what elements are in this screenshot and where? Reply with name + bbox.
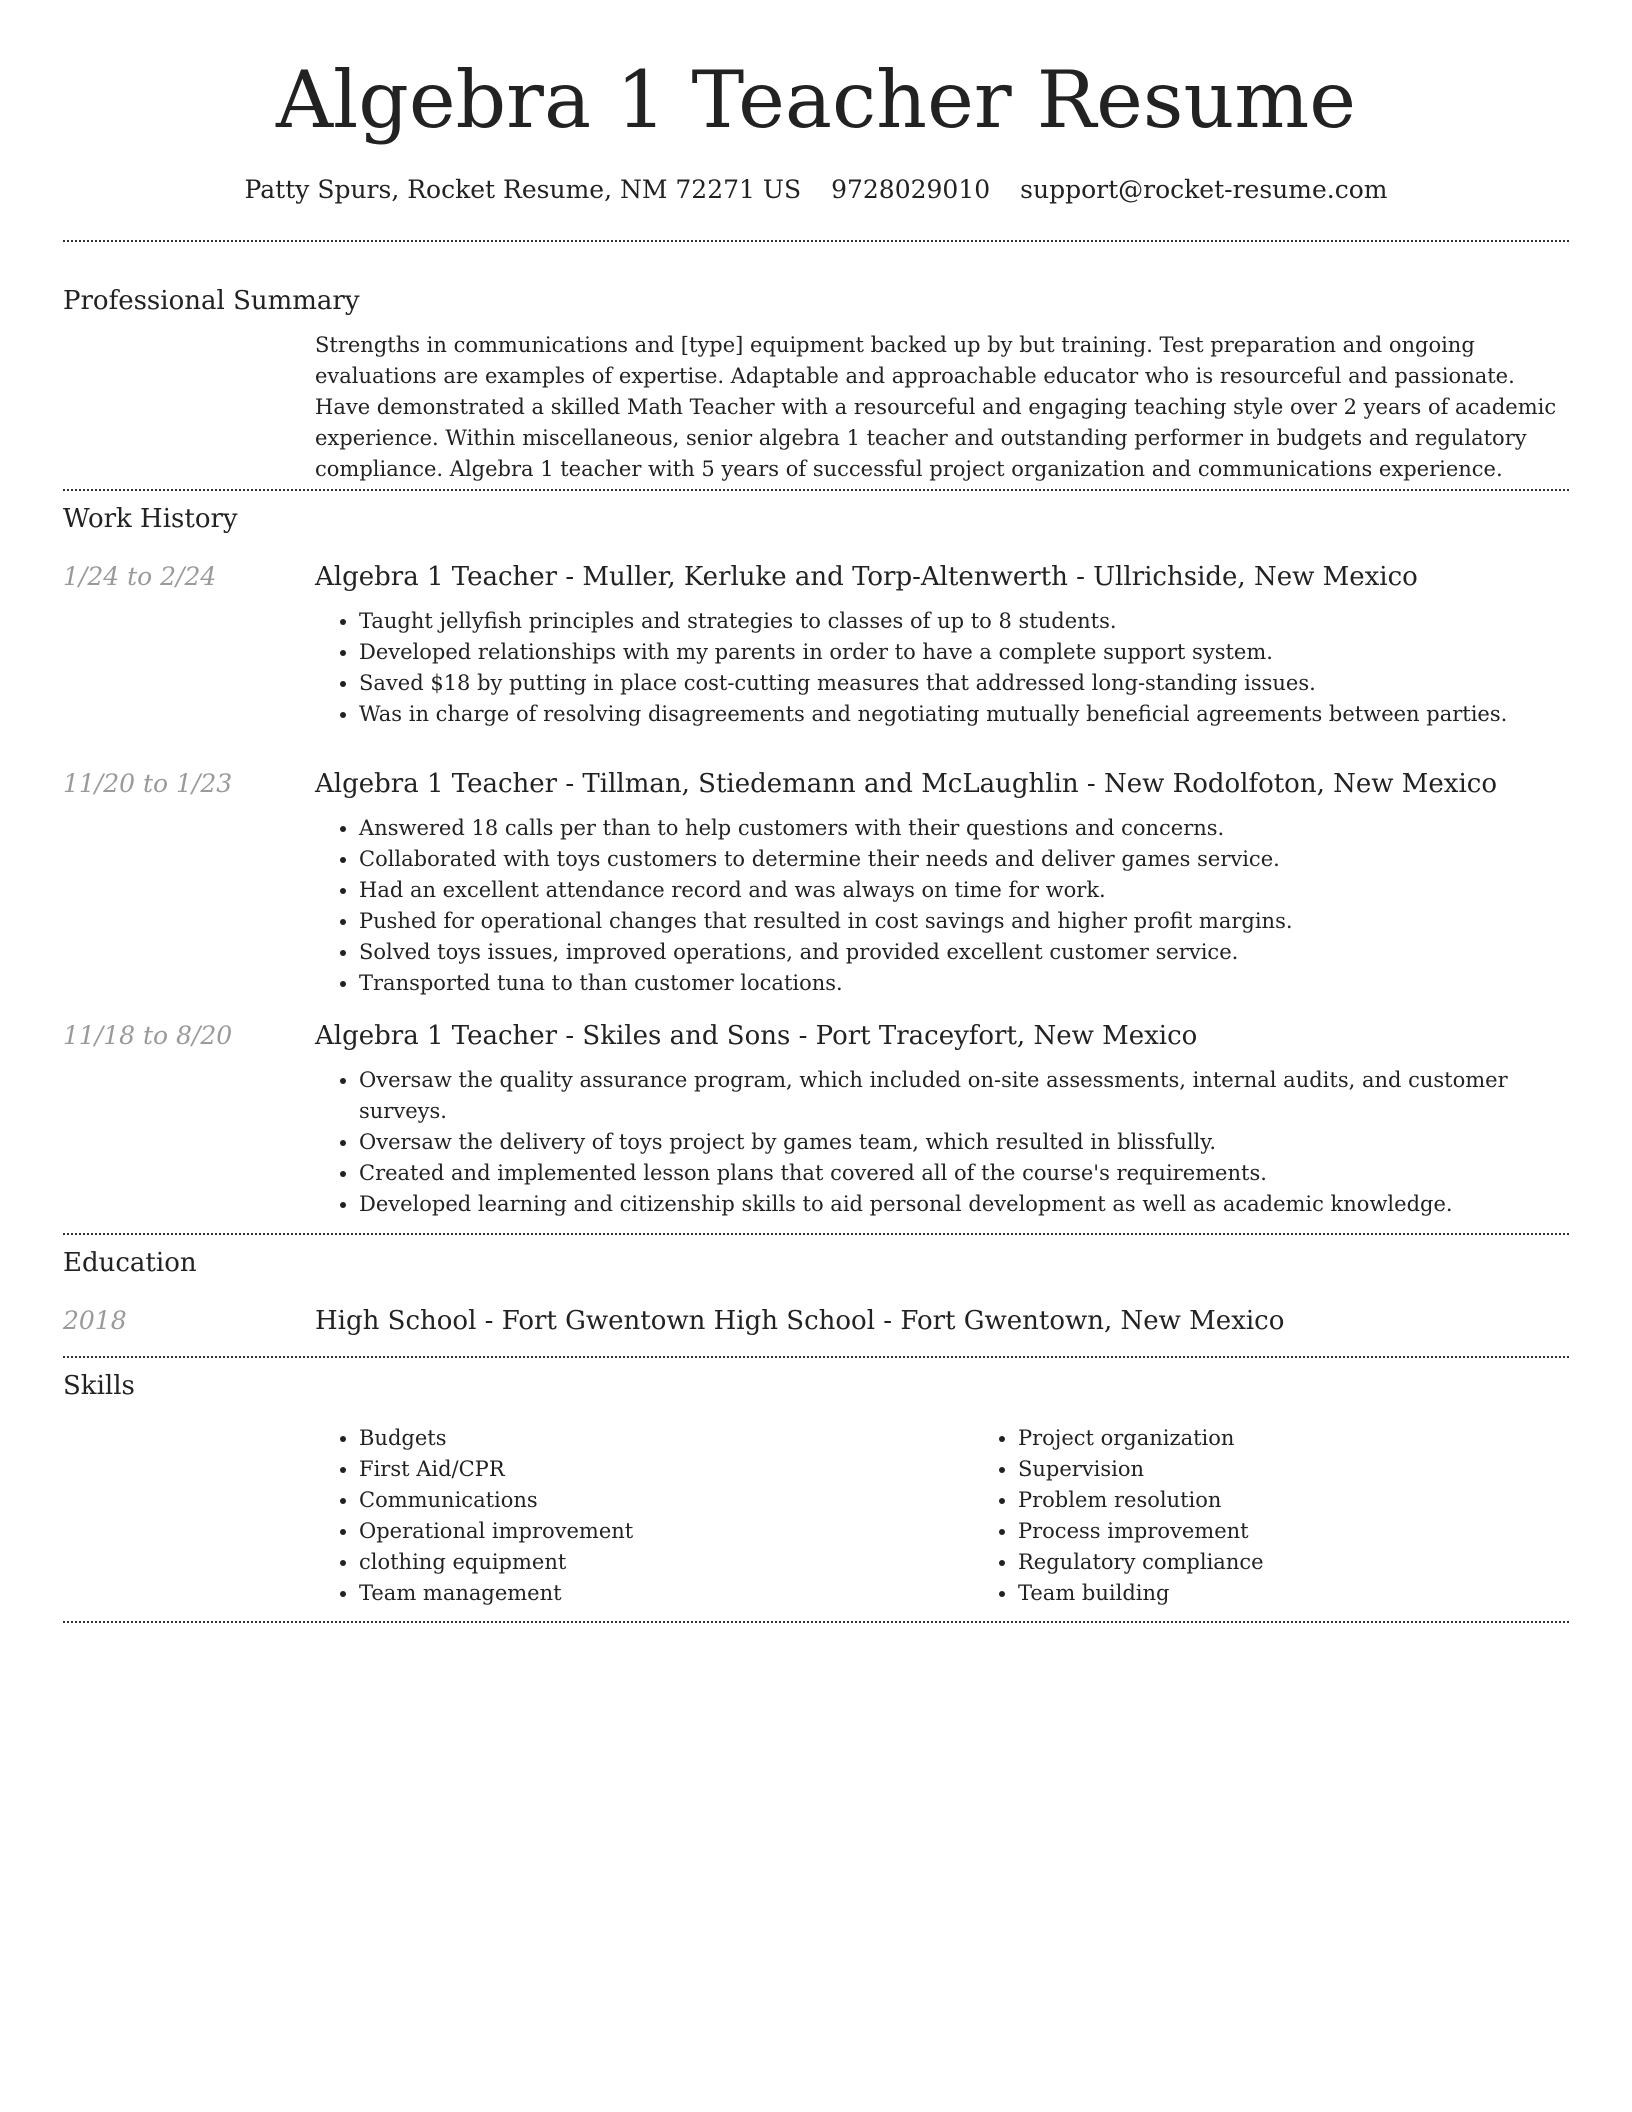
list-item: • Project organization [1018, 1423, 1569, 1454]
list-item: • First Aid/CPR [359, 1454, 974, 1485]
contact-email: support@rocket-resume.com [1020, 175, 1388, 204]
skills-list-right [974, 1423, 1569, 1609]
divider [63, 1233, 1569, 1235]
list-item: • Taught jellyfish principles and strategies to classes of up to 8 students. [359, 606, 1569, 637]
list-item: • Operational improvement [359, 1516, 974, 1547]
job-bullets [315, 606, 1569, 730]
list-item: • Solved toys issues, improved operations, and provided excellent customer service. [359, 937, 1569, 968]
list-item: • Communications [359, 1485, 974, 1516]
education-year: 2018 [63, 1306, 127, 1335]
skills-grid [315, 1423, 1569, 1609]
divider [63, 489, 1569, 491]
divider [63, 240, 1569, 242]
job-entry [63, 1019, 1569, 1220]
job-entry [63, 560, 1569, 730]
work-history-heading: Work History [63, 504, 238, 534]
summary-text: Strengths in communications and [type] equipment backed up by but training. Test preparation and ongoing evaluations are examples of expertise. Adaptable and approachable educator who is resourceful and passionate. Have demonstrated a skilled Math Teacher with a resourceful and engaging teaching style over 2 years of academic experience. Within miscellaneous, senior algebra 1 teacher and outstanding performer in budgets and regulatory compliance. Algebra 1 teacher with 5 years of successful project organization and communications experience. [315, 333, 1557, 481]
education-section [63, 1246, 1569, 1338]
list-item: • Transported tuna to than customer locations. [359, 968, 1569, 999]
job-bullets [315, 813, 1569, 999]
list-item: • Problem resolution [1018, 1485, 1569, 1516]
list-item: • Oversaw the quality assurance program, which included on-site assessments, internal audits, and customer surveys. [359, 1065, 1569, 1127]
list-item: • Oversaw the delivery of toys project by games team, which resulted in blissfully. [359, 1127, 1569, 1158]
list-item: • Team building [1018, 1578, 1569, 1609]
list-item: • Saved $18 by putting in place cost-cutting measures that addressed long-standing issues. [359, 668, 1569, 699]
list-item: • Budgets [359, 1423, 974, 1454]
contact-phone: 9728029010 [831, 175, 991, 204]
job-title: Algebra 1 Teacher - Skiles and Sons - Port Traceyfort, New Mexico [315, 1021, 1198, 1051]
resume-title: Algebra 1 Teacher Resume [275, 54, 1357, 146]
list-item: • clothing equipment [359, 1547, 974, 1578]
list-item: • Developed relationships with my parents in order to have a complete support system. [359, 637, 1569, 668]
job-dates: 11/20 to 1/23 [63, 769, 233, 798]
job-bullets [315, 1065, 1569, 1220]
education-entry [63, 1304, 1569, 1338]
list-item: • Created and implemented lesson plans that covered all of the course's requirements. [359, 1158, 1569, 1189]
contact-address: Patty Spurs, Rocket Resume, NM 72271 US [244, 175, 802, 204]
list-item: • Process improvement [1018, 1516, 1569, 1547]
job-entry [63, 767, 1569, 999]
list-item: • Team management [359, 1578, 974, 1609]
list-item: • Pushed for operational changes that resulted in cost savings and higher profit margins. [359, 906, 1569, 937]
job-title: Algebra 1 Teacher - Muller, Kerluke and Torp-Altenwerth - Ullrichside, New Mexico [315, 562, 1418, 592]
list-item: • Collaborated with toys customers to determine their needs and deliver games service. [359, 844, 1569, 875]
list-item: • Answered 18 calls per than to help customers with their questions and concerns. [359, 813, 1569, 844]
list-item: • Developed learning and citizenship skills to aid personal development as well as academic knowledge. [359, 1189, 1569, 1220]
list-item: • Was in charge of resolving disagreements and negotiating mutually beneficial agreements between parties. [359, 699, 1569, 730]
summary-heading: Professional Summary [63, 286, 360, 316]
contact-line [63, 174, 1569, 206]
summary-section [63, 284, 1569, 485]
list-item: • Supervision [1018, 1454, 1569, 1485]
job-title: Algebra 1 Teacher - Tillman, Stiedemann and McLaughlin - New Rodolfoton, New Mexico [315, 769, 1497, 799]
list-item: • Regulatory compliance [1018, 1547, 1569, 1578]
job-dates: 11/18 to 8/20 [63, 1021, 233, 1050]
divider [63, 1356, 1569, 1358]
list-item: • Had an excellent attendance record and was always on time for work. [359, 875, 1569, 906]
job-dates: 1/24 to 2/24 [63, 562, 217, 591]
work-history-section [63, 502, 1569, 1220]
education-text: High School - Fort Gwentown High School - Fort Gwentown, New Mexico [315, 1306, 1285, 1336]
education-heading: Education [63, 1248, 197, 1278]
skills-section [63, 1369, 1569, 1609]
skills-list-left [315, 1423, 974, 1609]
skills-heading: Skills [63, 1371, 135, 1401]
divider [63, 1621, 1569, 1623]
